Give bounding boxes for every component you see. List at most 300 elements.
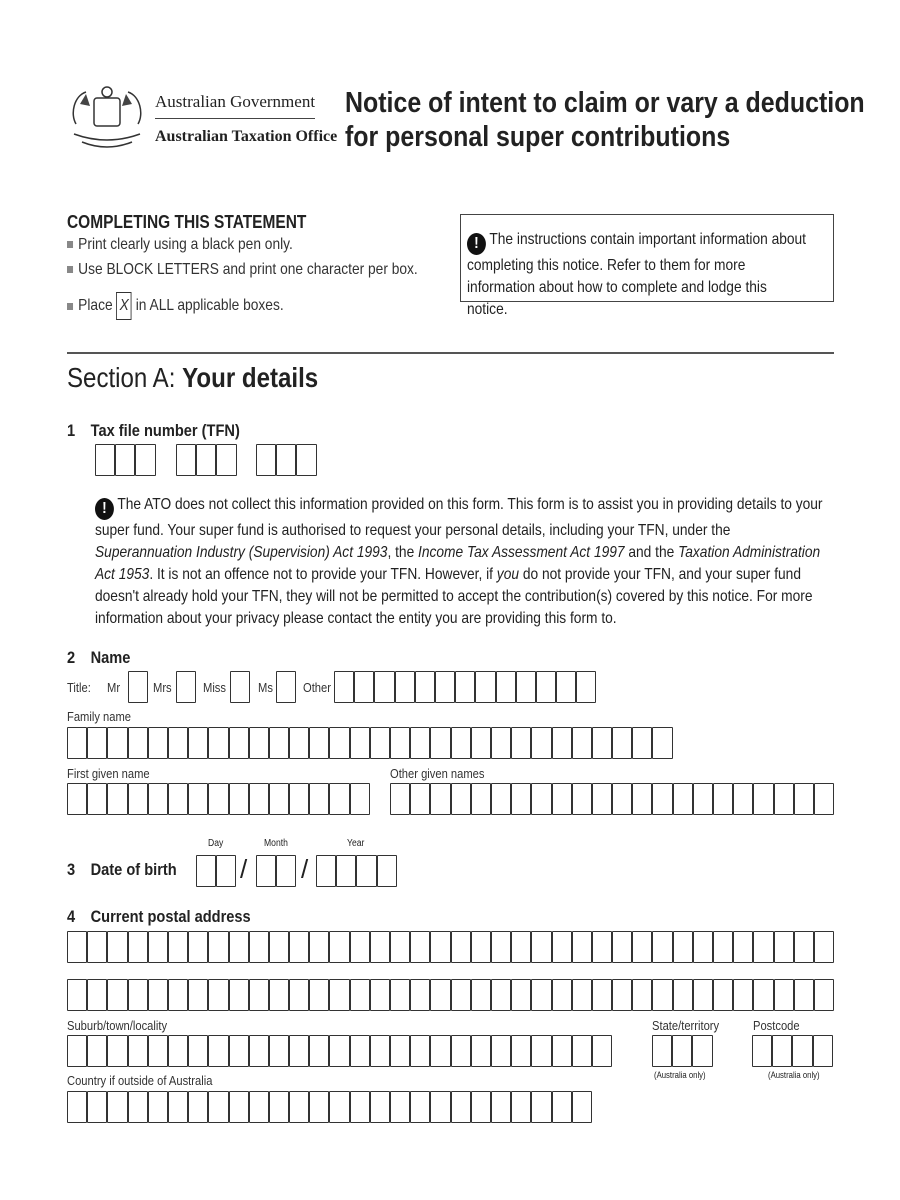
character-box[interactable]: [813, 1035, 833, 1067]
character-box[interactable]: [814, 783, 834, 815]
character-box[interactable]: [390, 979, 410, 1011]
character-box[interactable]: [794, 931, 814, 963]
character-box[interactable]: [168, 931, 188, 963]
act-name: Superannuation Industry (Supervision) Act 1993: [95, 544, 388, 561]
character-box[interactable]: [471, 783, 491, 815]
character-box[interactable]: [652, 1035, 672, 1067]
character-box[interactable]: [753, 783, 773, 815]
character-box[interactable]: [531, 931, 551, 963]
character-box[interactable]: [176, 444, 196, 476]
character-box[interactable]: [592, 979, 612, 1011]
character-box[interactable]: [692, 1035, 712, 1067]
character-box[interactable]: [115, 444, 135, 476]
privacy-notice: [95, 494, 826, 630]
miss-checkbox[interactable]: [230, 671, 250, 703]
character-box[interactable]: [572, 1035, 592, 1067]
title-label: Title:: [67, 680, 91, 695]
character-box[interactable]: [451, 1091, 471, 1123]
character-box[interactable]: [516, 671, 536, 703]
character-box[interactable]: [350, 1091, 370, 1123]
character-box[interactable]: [430, 1091, 450, 1123]
character-box[interactable]: [208, 727, 228, 759]
character-box[interactable]: [652, 979, 672, 1011]
character-box[interactable]: [128, 783, 148, 815]
character-box[interactable]: [269, 783, 289, 815]
character-box[interactable]: [329, 727, 349, 759]
character-box[interactable]: [370, 979, 390, 1011]
character-box[interactable]: [249, 979, 269, 1011]
character-box[interactable]: [672, 1035, 692, 1067]
character-box[interactable]: [188, 979, 208, 1011]
tfn-boxes-2[interactable]: [176, 444, 237, 476]
notice-box: [460, 214, 834, 318]
character-box[interactable]: [67, 979, 87, 1011]
character-box[interactable]: [336, 855, 356, 887]
character-box[interactable]: [229, 1091, 249, 1123]
character-box[interactable]: [87, 1035, 107, 1067]
character-box[interactable]: [289, 1035, 309, 1067]
q1-label: [67, 421, 240, 441]
character-box[interactable]: [148, 727, 168, 759]
character-box[interactable]: [471, 1035, 491, 1067]
character-box[interactable]: [249, 1091, 269, 1123]
character-box[interactable]: [377, 855, 397, 887]
character-box[interactable]: [390, 931, 410, 963]
character-box[interactable]: [316, 855, 336, 887]
q2-label: [67, 648, 130, 668]
character-box[interactable]: [208, 1091, 228, 1123]
character-box[interactable]: [269, 727, 289, 759]
character-box[interactable]: [176, 671, 196, 703]
character-box[interactable]: [249, 1035, 269, 1067]
character-box[interactable]: [774, 783, 794, 815]
character-box[interactable]: [67, 931, 87, 963]
character-box[interactable]: [430, 783, 450, 815]
character-box[interactable]: [576, 671, 596, 703]
character-box[interactable]: [148, 931, 168, 963]
tfn-boxes-3[interactable]: [256, 444, 317, 476]
character-box[interactable]: [67, 1035, 87, 1067]
character-box[interactable]: [249, 727, 269, 759]
tfn-boxes-1[interactable]: [95, 444, 156, 476]
character-box[interactable]: [256, 444, 276, 476]
character-box[interactable]: [128, 671, 148, 703]
character-box[interactable]: [713, 783, 733, 815]
character-box[interactable]: [774, 931, 794, 963]
character-box[interactable]: [451, 979, 471, 1011]
character-box[interactable]: [289, 931, 309, 963]
other-label: Other: [303, 680, 331, 695]
character-box[interactable]: [410, 727, 430, 759]
character-box[interactable]: [410, 1035, 430, 1067]
character-box[interactable]: [511, 1091, 531, 1123]
character-box[interactable]: [354, 671, 374, 703]
character-box[interactable]: [296, 444, 316, 476]
character-box[interactable]: [652, 783, 672, 815]
country-boxes[interactable]: [67, 1091, 592, 1123]
character-box[interactable]: [107, 931, 127, 963]
day-label: Day: [208, 838, 224, 849]
character-box[interactable]: [370, 727, 390, 759]
first-given-boxes[interactable]: [67, 783, 370, 815]
character-box[interactable]: [196, 855, 216, 887]
character-box[interactable]: [455, 671, 475, 703]
character-box[interactable]: [148, 979, 168, 1011]
character-box[interactable]: [269, 931, 289, 963]
character-box[interactable]: [572, 783, 592, 815]
character-box[interactable]: [652, 727, 672, 759]
character-box[interactable]: [410, 783, 430, 815]
character-box[interactable]: [329, 1091, 349, 1123]
character-box[interactable]: [390, 1091, 410, 1123]
character-box[interactable]: [356, 855, 376, 887]
character-box[interactable]: [216, 855, 236, 887]
character-box[interactable]: [693, 931, 713, 963]
ato-name: Australian Taxation Office: [155, 128, 338, 145]
state-label: State/territory: [652, 1018, 720, 1033]
character-box[interactable]: [168, 1035, 188, 1067]
form-title: [345, 86, 865, 154]
instruction-text: Print clearly using a black pen only.: [78, 236, 293, 253]
character-box[interactable]: [572, 727, 592, 759]
character-box[interactable]: [128, 727, 148, 759]
character-box[interactable]: [208, 931, 228, 963]
character-box[interactable]: [390, 783, 410, 815]
character-box[interactable]: [87, 1091, 107, 1123]
act-name: Income Tax Assessment Act 1997: [418, 544, 625, 561]
character-box[interactable]: [632, 783, 652, 815]
character-box[interactable]: [370, 1091, 390, 1123]
character-box[interactable]: [196, 444, 216, 476]
character-box[interactable]: [350, 979, 370, 1011]
character-box[interactable]: [229, 727, 249, 759]
emphasis: you: [496, 566, 519, 583]
character-box[interactable]: [229, 1035, 249, 1067]
suburb-label: Suburb/town/locality: [67, 1018, 168, 1033]
character-box[interactable]: [572, 979, 592, 1011]
character-box[interactable]: [350, 727, 370, 759]
character-box[interactable]: [410, 979, 430, 1011]
character-box[interactable]: [410, 931, 430, 963]
q-text: Date of birth: [90, 860, 177, 879]
mrs-checkbox[interactable]: [176, 671, 196, 703]
month-label: Month: [264, 838, 288, 849]
character-box[interactable]: [276, 444, 296, 476]
character-box[interactable]: [208, 979, 228, 1011]
character-box[interactable]: [531, 783, 551, 815]
character-box[interactable]: [733, 783, 753, 815]
character-box[interactable]: [168, 783, 188, 815]
character-box[interactable]: [592, 931, 612, 963]
character-box[interactable]: [430, 931, 450, 963]
character-box[interactable]: [95, 444, 115, 476]
ms-label: Ms: [258, 680, 273, 695]
character-box[interactable]: [612, 979, 632, 1011]
dob-month-boxes[interactable]: [256, 855, 296, 887]
character-box[interactable]: [289, 979, 309, 1011]
character-box[interactable]: [552, 1035, 572, 1067]
character-box[interactable]: [556, 671, 576, 703]
first-given-label: First given name: [67, 766, 150, 781]
state-boxes[interactable]: [652, 1035, 713, 1067]
character-box[interactable]: [67, 1091, 87, 1123]
character-box[interactable]: [229, 783, 249, 815]
character-box[interactable]: [188, 1091, 208, 1123]
character-box[interactable]: [693, 783, 713, 815]
character-box[interactable]: [309, 727, 329, 759]
character-box[interactable]: [128, 979, 148, 1011]
character-box[interactable]: [148, 1091, 168, 1123]
character-box[interactable]: [329, 931, 349, 963]
character-box[interactable]: [87, 783, 107, 815]
character-box[interactable]: [430, 979, 450, 1011]
character-box[interactable]: [733, 979, 753, 1011]
character-box[interactable]: [592, 727, 612, 759]
miss-label: Miss: [203, 680, 226, 695]
title-line-1: Notice of intent to claim or vary a deduction: [345, 87, 865, 119]
character-box[interactable]: [632, 931, 652, 963]
character-box[interactable]: [168, 1091, 188, 1123]
character-box[interactable]: [370, 1035, 390, 1067]
character-box[interactable]: [552, 727, 572, 759]
character-box[interactable]: [592, 1035, 612, 1067]
character-box[interactable]: [309, 783, 329, 815]
character-box[interactable]: [531, 1091, 551, 1123]
character-box[interactable]: [531, 1035, 551, 1067]
character-box[interactable]: [511, 727, 531, 759]
character-box[interactable]: [552, 1091, 572, 1123]
character-box[interactable]: [390, 727, 410, 759]
address-line-1-boxes[interactable]: [67, 931, 834, 963]
character-box[interactable]: [632, 979, 652, 1011]
character-box[interactable]: [67, 783, 87, 815]
completing-heading: COMPLETING THIS STATEMENT: [67, 212, 307, 232]
character-box[interactable]: [435, 671, 455, 703]
character-box[interactable]: [107, 727, 127, 759]
character-box[interactable]: [87, 931, 107, 963]
character-box[interactable]: [531, 979, 551, 1011]
character-box[interactable]: [135, 444, 155, 476]
character-box[interactable]: [772, 1035, 792, 1067]
character-box[interactable]: [350, 1035, 370, 1067]
character-box[interactable]: [451, 931, 471, 963]
character-box[interactable]: [249, 931, 269, 963]
character-box[interactable]: [128, 931, 148, 963]
character-box[interactable]: [107, 1035, 127, 1067]
character-box[interactable]: [309, 979, 329, 1011]
character-box[interactable]: [652, 931, 672, 963]
character-box[interactable]: [229, 979, 249, 1011]
character-box[interactable]: [552, 783, 572, 815]
character-box[interactable]: [774, 979, 794, 1011]
character-box[interactable]: [350, 931, 370, 963]
character-box[interactable]: [148, 783, 168, 815]
character-box[interactable]: [752, 1035, 772, 1067]
character-box[interactable]: [491, 1091, 511, 1123]
character-box[interactable]: [693, 979, 713, 1011]
character-box[interactable]: [87, 979, 107, 1011]
character-box[interactable]: [491, 931, 511, 963]
character-box[interactable]: [128, 1035, 148, 1067]
character-box[interactable]: [269, 1035, 289, 1067]
character-box[interactable]: [269, 979, 289, 1011]
character-box[interactable]: [188, 931, 208, 963]
character-box[interactable]: [208, 1035, 228, 1067]
character-box[interactable]: [269, 1091, 289, 1123]
character-box[interactable]: [168, 979, 188, 1011]
coat-of-arms-logo: [66, 84, 148, 154]
character-box[interactable]: [572, 931, 592, 963]
character-box[interactable]: [612, 783, 632, 815]
instruction-text: in ALL applicable boxes.: [135, 297, 284, 315]
character-box[interactable]: [309, 1035, 329, 1067]
character-box[interactable]: [229, 931, 249, 963]
exclamation-icon: !: [95, 498, 114, 520]
character-box[interactable]: [188, 727, 208, 759]
character-box[interactable]: [168, 727, 188, 759]
character-box[interactable]: [632, 727, 652, 759]
character-box[interactable]: [289, 727, 309, 759]
character-box[interactable]: [188, 783, 208, 815]
instruction-text: Use BLOCK LETTERS and print one character per box.: [78, 261, 418, 278]
character-box[interactable]: [733, 931, 753, 963]
character-box[interactable]: [753, 931, 773, 963]
section-divider: [67, 352, 834, 354]
character-box[interactable]: [107, 1091, 127, 1123]
postcode-boxes[interactable]: [752, 1035, 833, 1067]
character-box[interactable]: [451, 783, 471, 815]
character-box[interactable]: [289, 1091, 309, 1123]
country-label: Country if outside of Australia: [67, 1073, 213, 1088]
character-box[interactable]: [188, 1035, 208, 1067]
character-box[interactable]: [511, 1035, 531, 1067]
character-box[interactable]: [370, 931, 390, 963]
character-box[interactable]: [107, 979, 127, 1011]
character-box[interactable]: [276, 671, 296, 703]
character-box[interactable]: [471, 727, 491, 759]
ms-checkbox[interactable]: [276, 671, 296, 703]
character-box[interactable]: [471, 931, 491, 963]
character-box[interactable]: [552, 979, 572, 1011]
character-box[interactable]: [230, 671, 250, 703]
character-box[interactable]: [471, 979, 491, 1011]
character-box[interactable]: [592, 783, 612, 815]
character-box[interactable]: [491, 783, 511, 815]
character-box[interactable]: [148, 1035, 168, 1067]
character-box[interactable]: [128, 1091, 148, 1123]
q-number: 3: [67, 860, 76, 879]
q3-label: [67, 860, 177, 880]
character-box[interactable]: [814, 979, 834, 1011]
character-box[interactable]: [415, 671, 435, 703]
family-name-label: Family name: [67, 709, 132, 724]
address-line-2-boxes[interactable]: [67, 979, 834, 1011]
character-box[interactable]: [451, 727, 471, 759]
character-box[interactable]: [491, 979, 511, 1011]
character-box[interactable]: [496, 671, 516, 703]
character-box[interactable]: [309, 1091, 329, 1123]
character-box[interactable]: [794, 979, 814, 1011]
character-box[interactable]: [511, 931, 531, 963]
character-box[interactable]: [511, 783, 531, 815]
character-box[interactable]: [511, 979, 531, 1011]
title-line-2: for personal super contributions: [345, 121, 731, 153]
character-box[interactable]: [87, 727, 107, 759]
character-box[interactable]: [794, 783, 814, 815]
dob-day-boxes[interactable]: [196, 855, 236, 887]
character-box[interactable]: [249, 783, 269, 815]
other-title-boxes[interactable]: [334, 671, 596, 703]
character-box[interactable]: [256, 855, 276, 887]
character-box[interactable]: [216, 444, 236, 476]
character-box[interactable]: [334, 671, 354, 703]
character-box[interactable]: [471, 1091, 491, 1123]
character-box[interactable]: [390, 1035, 410, 1067]
character-box[interactable]: [276, 855, 296, 887]
suburb-boxes[interactable]: [67, 1035, 612, 1067]
character-box[interactable]: [673, 931, 693, 963]
character-box[interactable]: [451, 1035, 471, 1067]
character-box[interactable]: [430, 1035, 450, 1067]
character-box[interactable]: [612, 727, 632, 759]
section-title: Your details: [182, 362, 319, 393]
character-box[interactable]: [753, 979, 773, 1011]
character-box[interactable]: [475, 671, 495, 703]
character-box[interactable]: [329, 1035, 349, 1067]
character-box[interactable]: [713, 979, 733, 1011]
character-box[interactable]: [430, 727, 450, 759]
character-box[interactable]: [572, 1091, 592, 1123]
character-box[interactable]: [673, 979, 693, 1011]
mr-checkbox[interactable]: [128, 671, 148, 703]
character-box[interactable]: [309, 931, 329, 963]
year-label: Year: [347, 838, 365, 849]
character-box[interactable]: [289, 783, 309, 815]
family-name-boxes[interactable]: [67, 727, 673, 759]
character-box[interactable]: [410, 1091, 430, 1123]
character-box[interactable]: [673, 783, 693, 815]
character-box[interactable]: [395, 671, 415, 703]
section-prefix: Section A:: [67, 362, 176, 393]
character-box[interactable]: [536, 671, 556, 703]
notice-text: [467, 229, 811, 321]
character-box[interactable]: [329, 979, 349, 1011]
character-box[interactable]: [612, 931, 632, 963]
q-text: Name: [90, 648, 131, 667]
character-box[interactable]: [531, 727, 551, 759]
character-box[interactable]: [329, 783, 349, 815]
mr-label: Mr: [107, 680, 121, 695]
character-box[interactable]: [792, 1035, 812, 1067]
dob-year-boxes[interactable]: [316, 855, 397, 887]
character-box[interactable]: [713, 931, 733, 963]
character-box[interactable]: [552, 931, 572, 963]
q-text: Tax file number (TFN): [90, 421, 240, 440]
character-box[interactable]: [491, 1035, 511, 1067]
other-given-boxes[interactable]: [390, 783, 834, 815]
character-box[interactable]: [350, 783, 370, 815]
character-box[interactable]: [208, 783, 228, 815]
q-number: 1: [67, 421, 76, 440]
character-box[interactable]: [491, 727, 511, 759]
character-box[interactable]: [67, 727, 87, 759]
character-box[interactable]: [374, 671, 394, 703]
date-separator: /: [240, 854, 248, 884]
character-box[interactable]: [814, 931, 834, 963]
privacy-text: The ATO does not collect this information provided on this form. This form is to assist you in providing details to your super fund. Your super fund is authorised to request your personal details, including your TFN, under the: [95, 496, 823, 539]
instruction-1: [67, 236, 293, 254]
character-box[interactable]: [107, 783, 127, 815]
